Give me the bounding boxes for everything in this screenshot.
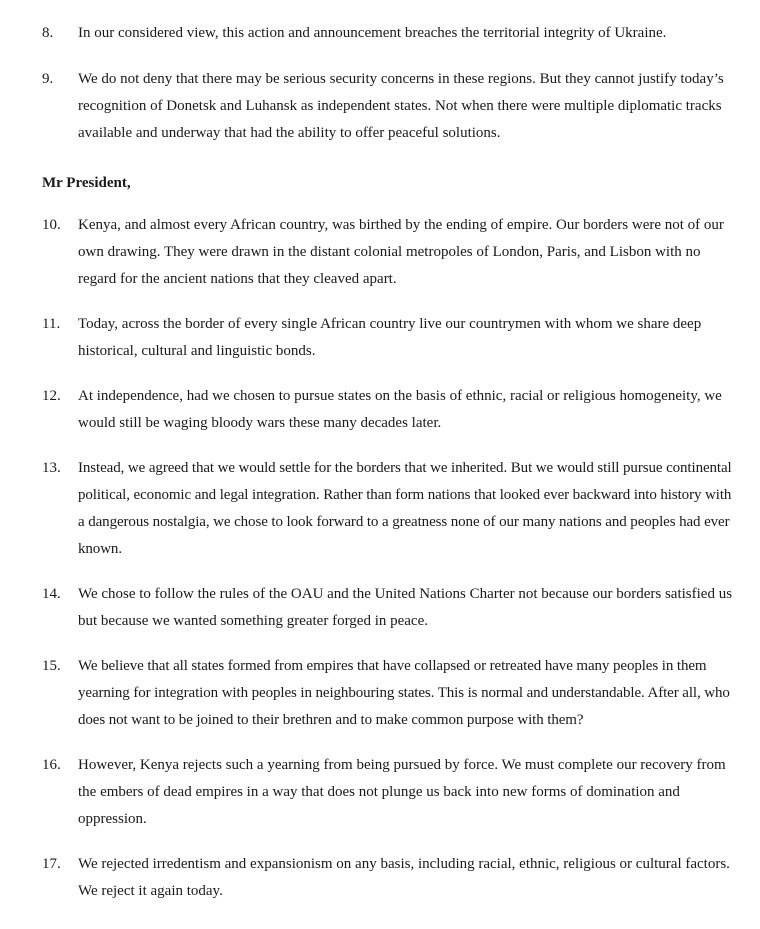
paragraph-number: 15. xyxy=(42,658,61,674)
paragraph-number: 12. xyxy=(42,388,61,404)
paragraph-number: 11. xyxy=(42,316,61,332)
paragraph-number: 9. xyxy=(42,71,54,87)
paragraph-text: Today, across the border of every single African country live our countrymen with whom we share deep historical, cultural and linguistic bonds. xyxy=(78,316,702,359)
paragraph-number: 17. xyxy=(42,856,61,872)
paragraph-text: We do not deny that there may be serious security concerns in these regions. But they cannot justify today’s recognition of Donetsk and Luhansk as independent states. Not when there were multiple diplomatic tracks available and underway that had the ability to offer peaceful solutions. xyxy=(78,71,724,141)
paragraph-number: 16. xyxy=(42,757,61,773)
paragraph-text: Kenya, and almost every African country, was birthed by the ending of empire. Our borders were not of our own drawing. They were drawn in the distant colonial metropoles of London, Paris, and Lisbon with no regard for the ancient nations that they cleaved apart. xyxy=(78,217,724,287)
paragraph-number: 8. xyxy=(42,25,54,41)
salutation-heading: Mr President, xyxy=(42,175,131,191)
paragraph-number: 10. xyxy=(42,217,61,233)
paragraph-text: Instead, we agreed that we would settle for the borders that we inherited. But we would still pursue continental political, economic and legal integration. Rather than form nations that looked ever backward into history with a dangerous nostalgia, we chose to look forward to a greatness none of our many nations and peoples had ever known. xyxy=(78,460,732,557)
paragraph-number: 13. xyxy=(42,460,61,476)
paragraph-text: We rejected irredentism and expansionism on any basis, including racial, ethnic, religious or cultural factors. We reject it again today. xyxy=(78,856,730,899)
paragraph-text: We believe that all states formed from empires that have collapsed or retreated have many peoples in them yearning for integration with peoples in neighbouring states. This is normal and understandable. After all, who does not want to be joined to their brethren and to make common purpose with them? xyxy=(78,658,730,728)
paragraph-text: At independence, had we chosen to pursue states on the basis of ethnic, racial or religious homogeneity, we would still be waging bloody wars these many decades later. xyxy=(78,388,722,431)
paragraph-text: We chose to follow the rules of the OAU and the United Nations Charter not because our borders satisfied us but because we wanted something greater forged in peace. xyxy=(78,586,733,629)
paragraph-number: 14. xyxy=(42,586,61,602)
paragraph-text: However, Kenya rejects such a yearning from being pursued by force. We must complete our recovery from the embers of dead empires in a way that does not plunge us back into new forms of domination and oppression. xyxy=(78,757,726,827)
paragraph-text: In our considered view, this action and announcement breaches the territorial integrity of Ukraine. xyxy=(78,25,667,41)
